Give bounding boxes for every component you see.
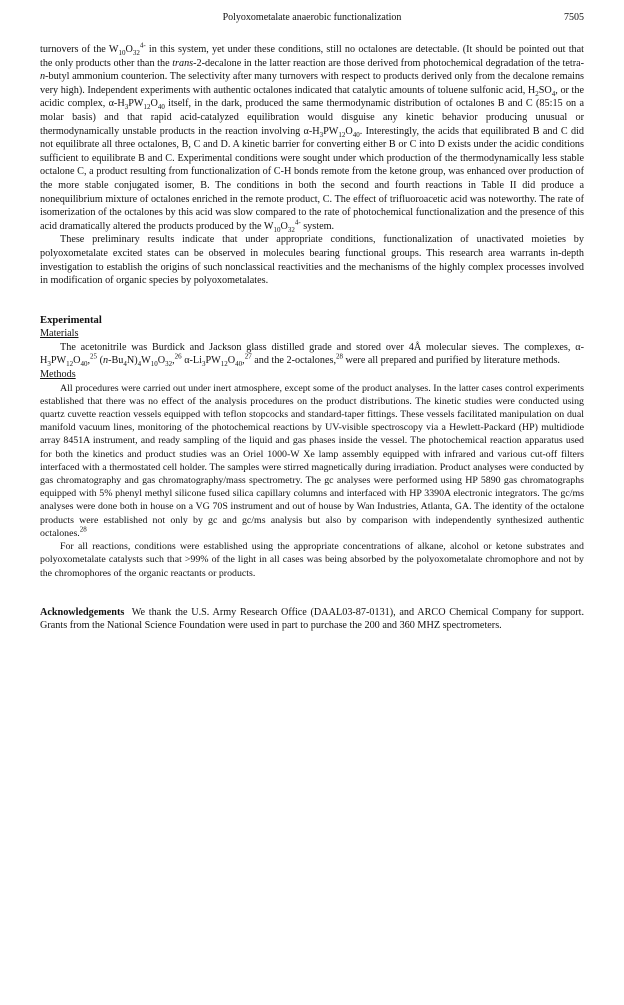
acknowledgements-heading: Acknowledgements bbox=[40, 606, 125, 618]
page-body bbox=[40, 43, 584, 633]
paragraph-results-continued: turnovers of the $W_{10}O_{32}^{4-}$ in this system, yet under these conditions, still no octalones are detectable. (It should be pointed out that the only products other than the trans-2-decalone in the latter reaction are those derived from photochemical degradation of the tetra-n-butyl ammonium counterion. The selectivity after many turnovers with respect to products derived only from the decalone remains very high). Independent experiments with authentic octalones indicated that catalytic amounts of toluene sulfonic acid, $H_2SO_4$, or the acidic complex, $\alpha-H_3PW_{12}O_{40}$ itself, in the dark, produced the same thermodynamic distribution of octalones B and C (85:15 on a molar basis) and that rapid acid-catalyzed equilibration would disguise any kinetic behavior producing unusual or thermodynamically unstable products in the reaction involving $\alpha-H_3PW_{12}O_{40}$. Interestingly, the acids that equilibrated B and C did not equilibrate all three octalones, B, C and D. A kinetic barrier for converting either B or C into D exists under the acidic conditions sufficient to equilibrate B and C. Experimental conditions were sought under which production of the thermodynamically less stable octalone C, a product resulting from functionalization of C-H bonds remote from the ketone group, was enhanced over production of the more stable conjugated isomer, B. The conditions in both the second and fourth reactions in Table II did produce a nonequilibrium mixture of octalones enriched in the remote product, C. The effect of trifluoroacetic acid was noteworthy. The rate of isomerization of the octalones by this acid was slow compared to the rate of photochemical functionalization and the presence of this acid dramatically altered the products produced by the $W_{10}O_{32}^{4-}$ system. bbox=[40, 41, 585, 234]
paragraph-methods-conditions: For all reactions, conditions were established using the appropriate concentrations of alkane, alcohol or ketone substrates and polyoxometalate catalysts such that >99% of the light in all cases was being absorbed by the polyoxometalate chromophore and not by the chromophores of the organic reactants or products. bbox=[40, 541, 584, 579]
subheading-materials: Materials bbox=[40, 328, 79, 340]
acknowledgements-text: We thank the U.S. Army Research Office (DAAL03-87-0131), and ARCO Chemical Company for support. Grants from the National Science Foundation were used in part to purchase the 200 and 360 MHZ spectrometers. bbox=[40, 606, 585, 632]
page-number: 7505 bbox=[564, 12, 584, 23]
section-heading-experimental: Experimental bbox=[40, 314, 102, 326]
paragraph-methods: All procedures were carried out under inert atmosphere, except some of the product analyses. In the latter cases control experiments established that there was no effect of the analysis procedures on the product distributions. The kinetic studies were conducted using quartz cuvette reaction vessels equipped with teflon stopcocks and standard-taper fittings. These vessels facilitated manipulation on dual manifold vacuum lines, monitoring of the photochemical reactions by UV-visible spectroscopy via a Hewlett-Packard (HP) multidiode array 8451A instrument, and ready sampling of the liquid and gas phases inside the vessel. The photochemical reaction apparatus used for both the kinetics and product studies was an Oriel 1000-W Xe lamp assembly equipped with infrared and various cut-off filters interfaced with a thermostated cell holder. The samples were stirred magnetically during irradiation. Product analyses were conducted by gas chromatography and gas chromatography/mass spectrometry. The gc analyses were performed using HP 5890 gas chromatographs equipped with 5% phenyl methyl silicone fused silica capillary columns and interfaced with HP 3390A electronic integrators. The gc/ms analyses were done both in house on a VG 70S instrument and out of house by Wan Industries, Atlanta, GA. The identity of the octalone products were established not only by gc and gc/ms analysis but also by comparison with independently synthesized authentic octalones.$^{28}$ bbox=[40, 382, 584, 539]
subheading-methods: Methods bbox=[40, 369, 76, 381]
running-title: Polyoxometalate anaerobic functionalization bbox=[222, 12, 402, 23]
paragraph-materials: The acetonitrile was Burdick and Jackson glass distilled grade and stored over 4Å molecular sieves. The complexes, $\alpha-H_3PW_{12}O_{40},^{25}$ $(n-Bu_4N)_4W_{10}O_{32},^{26}$ $\alpha-Li_3PW_{12}O_{40},^{27}$ and the 2-octalones,$^{28}$ were all prepared and purified by literature methods. bbox=[40, 341, 584, 369]
running-header bbox=[40, 10, 584, 26]
paragraph-acknowledgements bbox=[40, 606, 584, 633]
paragraph-conclusion: These preliminary results indicate that under appropriate conditions, functionalization of unactivated moieties by polyoxometalate excited states can be observed in molecules bearing functional groups. This research area warrants in-depth investigation to establish the origins of such nonclassical reactivities and the mechanisms of the highly complex processes involved in modification of organic species by polyoxometalates. bbox=[40, 234, 584, 287]
